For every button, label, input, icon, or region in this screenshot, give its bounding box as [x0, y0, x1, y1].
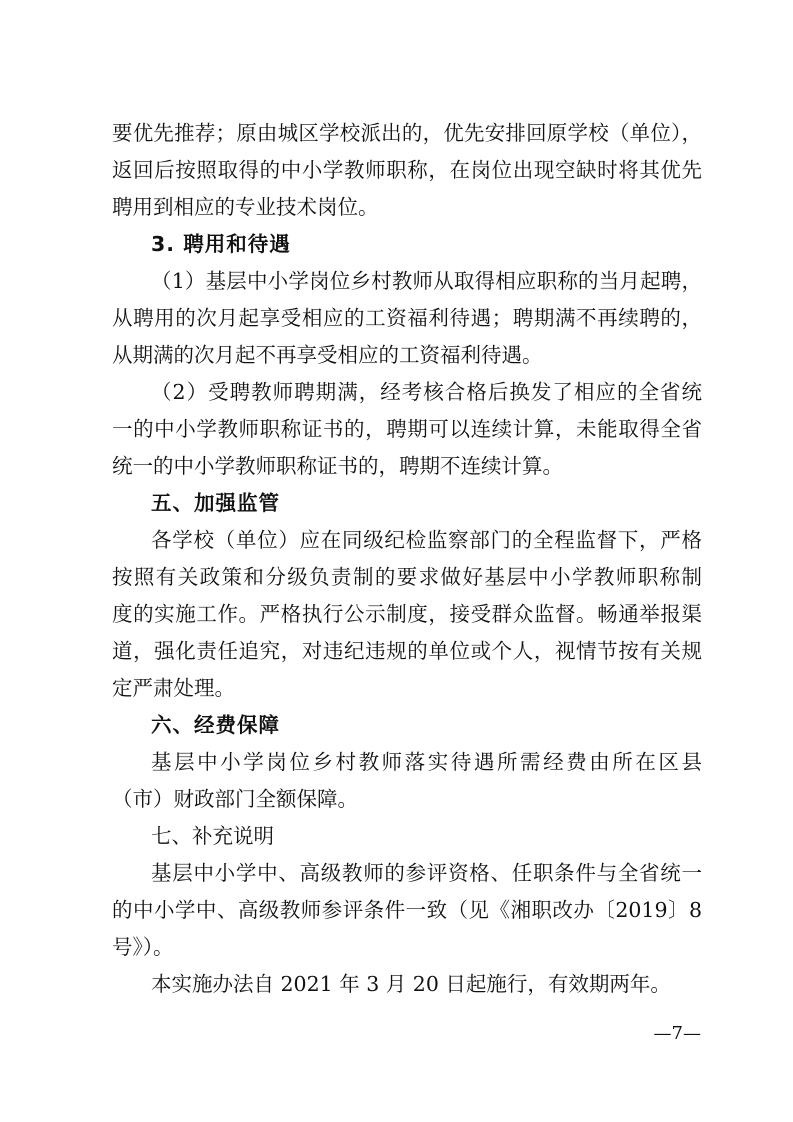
- body-text-line: 各学校（单位）应在同级纪检监察部门的全程监督下，严格: [151, 528, 702, 552]
- body-text-line: 一的中小学教师职称证书的，聘期可以连续计算，未能取得全省: [112, 417, 702, 441]
- body-text-line: 度的实施工作。严格执行公示制度，接受群众监督。畅通举报渠: [112, 602, 702, 626]
- body-text-line: 要优先推荐；原由城区学校派出的，优先安排回原学校（单位），: [112, 121, 702, 145]
- body-text-line: 基层中小学中、高级教师的参评资格、任职条件与全省统一: [151, 861, 702, 885]
- body-text-line: 的中小学中、高级教师参评条件一致（见《湘职改办〔2019〕8: [112, 898, 702, 922]
- section-heading-supervision: 五、加强监管: [151, 491, 280, 515]
- page-number: —7—: [653, 1023, 701, 1044]
- section-heading-employment: 3. 聘用和待遇: [151, 232, 291, 256]
- body-text-line: 本实施办法自 2021 年 3 月 20 日起施行，有效期两年。: [151, 972, 671, 996]
- body-text-line: 道，强化责任追究，对违纪违规的单位或个人，视情节按有关规: [112, 639, 702, 663]
- body-text-line: 按照有关政策和分级负责制的要求做好基层中小学教师职称制: [112, 565, 702, 589]
- body-text-line: 号》）。: [112, 935, 174, 959]
- body-text-line: 从期满的次月起不再享受相应的工资福利待遇。: [112, 343, 543, 367]
- body-text-line: 聘用到相应的专业技术岗位。: [112, 195, 379, 219]
- section-heading-funding: 六、经费保障: [151, 713, 280, 737]
- body-text-line: 返回后按照取得的中小学教师职称，在岗位出现空缺时将其优先: [112, 158, 702, 182]
- body-text-line: 从聘用的次月起享受相应的工资福利待遇；聘期满不再续聘的，: [112, 306, 702, 330]
- body-text-line: 基层中小学岗位乡村教师落实待遇所需经费由所在区县: [151, 750, 702, 774]
- body-text-line: 定严肃处理。: [112, 676, 235, 700]
- body-text-line: （2）受聘教师聘期满，经考核合格后换发了相应的全省统: [151, 380, 702, 404]
- body-text-line: 统一的中小学教师职称证书的，聘期不连续计算。: [112, 454, 563, 478]
- body-text-line: （1）基层中小学岗位乡村教师从取得相应职称的当月起聘，: [151, 269, 702, 293]
- section-heading-supplement: 七、补充说明: [151, 824, 274, 848]
- body-text-line: （市）财政部门全额保障。: [112, 787, 358, 811]
